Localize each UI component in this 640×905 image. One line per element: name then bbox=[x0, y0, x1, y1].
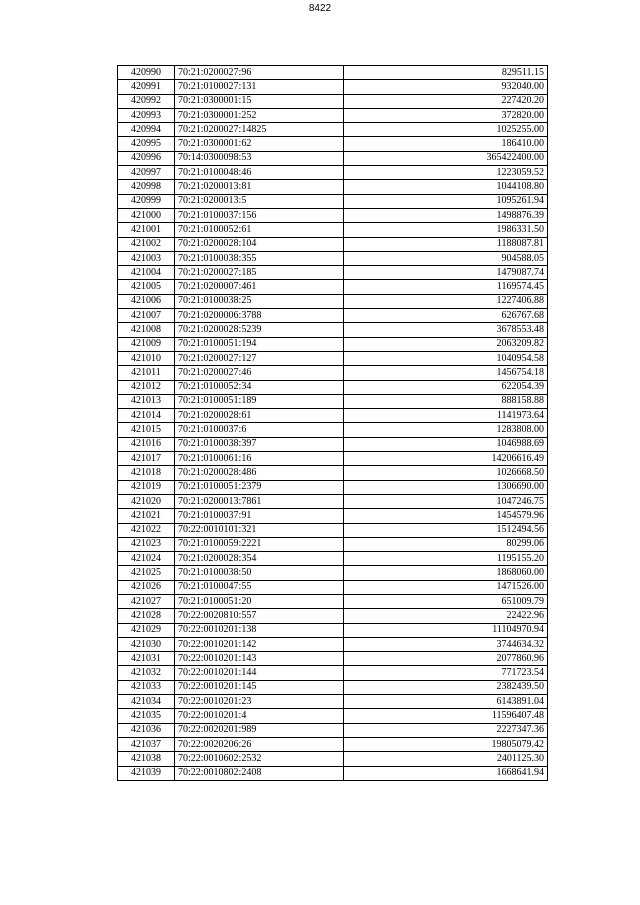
cadastral-number-cell: 70:21:0300001:15 bbox=[175, 94, 344, 108]
row-number-cell: 420998 bbox=[118, 180, 175, 194]
cadastral-value-cell: 1025255.00 bbox=[344, 123, 548, 137]
cadastral-value-cell: 2077860.96 bbox=[344, 652, 548, 666]
cadastral-number-cell: 70:21:0100051:20 bbox=[175, 594, 344, 608]
row-number-cell: 421027 bbox=[118, 594, 175, 608]
cadastral-number-cell: 70:21:0100037:6 bbox=[175, 423, 344, 437]
table-row bbox=[118, 752, 548, 766]
table-row bbox=[118, 251, 548, 265]
row-number-cell: 421029 bbox=[118, 623, 175, 637]
row-number-cell: 421022 bbox=[118, 523, 175, 537]
cadastral-value-cell: 2063209.82 bbox=[344, 337, 548, 351]
table-row bbox=[118, 380, 548, 394]
cadastral-number-cell: 70:21:0200027:185 bbox=[175, 266, 344, 280]
row-number-cell: 421033 bbox=[118, 680, 175, 694]
table-row bbox=[118, 94, 548, 108]
table-row bbox=[118, 437, 548, 451]
cadastral-number-cell: 70:21:0100038:25 bbox=[175, 294, 344, 308]
table-row bbox=[118, 323, 548, 337]
row-number-cell: 421015 bbox=[118, 423, 175, 437]
cadastral-number-cell: 70:22:0020201:989 bbox=[175, 723, 344, 737]
cadastral-value-cell: 1512494.56 bbox=[344, 523, 548, 537]
table-row bbox=[118, 480, 548, 494]
cadastral-value-cell: 186410.00 bbox=[344, 137, 548, 151]
row-number-cell: 421004 bbox=[118, 266, 175, 280]
cadastral-value-cell: 1498876.39 bbox=[344, 208, 548, 222]
cadastral-number-cell: 70:22:0010101:321 bbox=[175, 523, 344, 537]
cadastral-number-cell: 70:21:0100061:16 bbox=[175, 452, 344, 466]
row-number-cell: 421018 bbox=[118, 466, 175, 480]
table-row bbox=[118, 223, 548, 237]
cadastral-value-cell: 1223059.52 bbox=[344, 166, 548, 180]
table-body bbox=[118, 66, 548, 781]
cadastral-value-cell: 1095261.94 bbox=[344, 194, 548, 208]
cadastral-value-cell: 1195155.20 bbox=[344, 552, 548, 566]
cadastral-number-cell: 70:21:0100038:397 bbox=[175, 437, 344, 451]
cadastral-number-cell: 70:21:0100052:34 bbox=[175, 380, 344, 394]
cadastral-number-cell: 70:22:0010201:138 bbox=[175, 623, 344, 637]
table-row bbox=[118, 423, 548, 437]
row-number-cell: 420992 bbox=[118, 94, 175, 108]
row-number-cell: 421003 bbox=[118, 251, 175, 265]
row-number-cell: 421017 bbox=[118, 452, 175, 466]
table-row bbox=[118, 452, 548, 466]
cadastral-value-cell: 1306690.00 bbox=[344, 480, 548, 494]
table-row bbox=[118, 208, 548, 222]
row-number-cell: 420991 bbox=[118, 80, 175, 94]
cadastral-value-cell: 365422400.00 bbox=[344, 151, 548, 165]
cadastral-number-cell: 70:22:0010201:145 bbox=[175, 680, 344, 694]
cadastral-number-cell: 70:21:0200006:3788 bbox=[175, 309, 344, 323]
cadastral-number-cell: 70:21:0200028:354 bbox=[175, 552, 344, 566]
cadastral-value-cell: 1169574.45 bbox=[344, 280, 548, 294]
cadastral-value-cell: 3744634.32 bbox=[344, 637, 548, 651]
cadastral-value-cell: 1044108.80 bbox=[344, 180, 548, 194]
row-number-cell: 421038 bbox=[118, 752, 175, 766]
table-row bbox=[118, 766, 548, 780]
cadastral-value-cell: 14206616.49 bbox=[344, 452, 548, 466]
table-row bbox=[118, 637, 548, 651]
table-row bbox=[118, 737, 548, 751]
table-row bbox=[118, 494, 548, 508]
cadastral-number-cell: 70:14:0300098:53 bbox=[175, 151, 344, 165]
cadastral-value-cell: 1454579.96 bbox=[344, 509, 548, 523]
row-number-cell: 421001 bbox=[118, 223, 175, 237]
table-row bbox=[118, 351, 548, 365]
table-row bbox=[118, 680, 548, 694]
cadastral-value-cell: 771723.54 bbox=[344, 666, 548, 680]
row-number-cell: 421024 bbox=[118, 552, 175, 566]
cadastral-value-cell: 622054.39 bbox=[344, 380, 548, 394]
cadastral-number-cell: 70:22:0010201:142 bbox=[175, 637, 344, 651]
row-number-cell: 421000 bbox=[118, 208, 175, 222]
cadastral-value-cell: 1868060.00 bbox=[344, 566, 548, 580]
table-row bbox=[118, 180, 548, 194]
row-number-cell: 421007 bbox=[118, 309, 175, 323]
table-row bbox=[118, 580, 548, 594]
cadastral-value-cell: 1046988.69 bbox=[344, 437, 548, 451]
row-number-cell: 420997 bbox=[118, 166, 175, 180]
row-number-cell: 420999 bbox=[118, 194, 175, 208]
row-number-cell: 420995 bbox=[118, 137, 175, 151]
cadastral-value-cell: 6143891.04 bbox=[344, 695, 548, 709]
cadastral-value-cell: 227420.20 bbox=[344, 94, 548, 108]
table-row bbox=[118, 151, 548, 165]
cadastral-value-cell: 932040.00 bbox=[344, 80, 548, 94]
cadastral-value-cell: 651009.79 bbox=[344, 594, 548, 608]
table-row bbox=[118, 294, 548, 308]
cadastral-value-cell: 626767.68 bbox=[344, 309, 548, 323]
table-row bbox=[118, 194, 548, 208]
cadastral-number-cell: 70:21:0100038:355 bbox=[175, 251, 344, 265]
table-row bbox=[118, 166, 548, 180]
table-row bbox=[118, 366, 548, 380]
cadastral-number-cell: 70:21:0100027:131 bbox=[175, 80, 344, 94]
table-row bbox=[118, 394, 548, 408]
cadastral-number-cell: 70:21:0100047:55 bbox=[175, 580, 344, 594]
table-row bbox=[118, 409, 548, 423]
cadastral-value-cell: 11104970.94 bbox=[344, 623, 548, 637]
cadastral-number-cell: 70:22:0020810:557 bbox=[175, 609, 344, 623]
table-row bbox=[118, 566, 548, 580]
cadastral-number-cell: 70:21:0200027:14825 bbox=[175, 123, 344, 137]
page-number: 8422 bbox=[308, 3, 332, 14]
cadastral-number-cell: 70:22:0020206:26 bbox=[175, 737, 344, 751]
table-row bbox=[118, 280, 548, 294]
row-number-cell: 421011 bbox=[118, 366, 175, 380]
table-row bbox=[118, 623, 548, 637]
table-row bbox=[118, 509, 548, 523]
cadastral-number-cell: 70:21:0100038:50 bbox=[175, 566, 344, 580]
table-row bbox=[118, 337, 548, 351]
row-number-cell: 420993 bbox=[118, 108, 175, 122]
row-number-cell: 421023 bbox=[118, 537, 175, 551]
cadastral-number-cell: 70:21:0100051:2379 bbox=[175, 480, 344, 494]
cadastral-number-cell: 70:21:0200028:104 bbox=[175, 237, 344, 251]
row-number-cell: 421009 bbox=[118, 337, 175, 351]
row-number-cell: 421014 bbox=[118, 409, 175, 423]
cadastral-value-cell: 1668641.94 bbox=[344, 766, 548, 780]
cadastral-value-cell: 1026668.50 bbox=[344, 466, 548, 480]
table-row bbox=[118, 609, 548, 623]
row-number-cell: 420994 bbox=[118, 123, 175, 137]
row-number-cell: 421008 bbox=[118, 323, 175, 337]
table-row bbox=[118, 594, 548, 608]
cadastral-number-cell: 70:22:0010201:143 bbox=[175, 652, 344, 666]
cadastral-value-cell: 1479087.74 bbox=[344, 266, 548, 280]
row-number-cell: 420990 bbox=[118, 66, 175, 80]
row-number-cell: 421012 bbox=[118, 380, 175, 394]
row-number-cell: 421032 bbox=[118, 666, 175, 680]
cadastral-number-cell: 70:21:0100051:189 bbox=[175, 394, 344, 408]
cadastral-number-cell: 70:21:0100052:61 bbox=[175, 223, 344, 237]
cadastral-value-cell: 11596407.48 bbox=[344, 709, 548, 723]
row-number-cell: 421035 bbox=[118, 709, 175, 723]
cadastral-number-cell: 70:21:0200028:5239 bbox=[175, 323, 344, 337]
row-number-cell: 421019 bbox=[118, 480, 175, 494]
cadastral-number-cell: 70:21:0200028:486 bbox=[175, 466, 344, 480]
cadastral-value-cell: 904588.05 bbox=[344, 251, 548, 265]
cadastral-number-cell: 70:22:0010201:23 bbox=[175, 695, 344, 709]
cadastral-value-cell: 1188087.81 bbox=[344, 237, 548, 251]
row-number-cell: 421020 bbox=[118, 494, 175, 508]
cadastral-number-cell: 70:21:0100059:2221 bbox=[175, 537, 344, 551]
row-number-cell: 421036 bbox=[118, 723, 175, 737]
cadastral-value-cell: 22422.96 bbox=[344, 609, 548, 623]
table-row bbox=[118, 523, 548, 537]
cadastral-value-cell: 1283808.00 bbox=[344, 423, 548, 437]
cadastral-value-cell: 19805079.42 bbox=[344, 737, 548, 751]
row-number-cell: 421037 bbox=[118, 737, 175, 751]
cadastral-number-cell: 70:22:0010201:4 bbox=[175, 709, 344, 723]
cadastral-value-cell: 829511.15 bbox=[344, 66, 548, 80]
cadastral-value-cell: 1986331.50 bbox=[344, 223, 548, 237]
table-row bbox=[118, 652, 548, 666]
cadastral-value-cell: 1227406.88 bbox=[344, 294, 548, 308]
table-row bbox=[118, 309, 548, 323]
cadastral-number-cell: 70:21:0100037:156 bbox=[175, 208, 344, 222]
row-number-cell: 421034 bbox=[118, 695, 175, 709]
cadastral-number-cell: 70:21:0100037:91 bbox=[175, 509, 344, 523]
row-number-cell: 421006 bbox=[118, 294, 175, 308]
cadastral-value-cell: 2401125.30 bbox=[344, 752, 548, 766]
cadastral-value-cell: 80299.06 bbox=[344, 537, 548, 551]
cadastral-number-cell: 70:22:0010602:2532 bbox=[175, 752, 344, 766]
row-number-cell: 421030 bbox=[118, 637, 175, 651]
table-row bbox=[118, 537, 548, 551]
cadastral-number-cell: 70:21:0200013:7861 bbox=[175, 494, 344, 508]
row-number-cell: 421010 bbox=[118, 351, 175, 365]
cadastral-number-cell: 70:21:0200013:5 bbox=[175, 194, 344, 208]
table-row bbox=[118, 137, 548, 151]
cadastral-value-cell: 1471526.00 bbox=[344, 580, 548, 594]
table-row bbox=[118, 66, 548, 80]
table-row bbox=[118, 709, 548, 723]
row-number-cell: 421002 bbox=[118, 237, 175, 251]
row-number-cell: 421016 bbox=[118, 437, 175, 451]
table-row bbox=[118, 266, 548, 280]
table-row bbox=[118, 80, 548, 94]
cadastral-number-cell: 70:21:0300001:252 bbox=[175, 108, 344, 122]
row-number-cell: 421025 bbox=[118, 566, 175, 580]
row-number-cell: 421028 bbox=[118, 609, 175, 623]
cadastral-number-cell: 70:22:0010802:2408 bbox=[175, 766, 344, 780]
row-number-cell: 421021 bbox=[118, 509, 175, 523]
cadastral-number-cell: 70:21:0300001:62 bbox=[175, 137, 344, 151]
cadastral-number-cell: 70:21:0200027:46 bbox=[175, 366, 344, 380]
cadastral-value-cell: 888158.88 bbox=[344, 394, 548, 408]
row-number-cell: 421039 bbox=[118, 766, 175, 780]
cadastral-value-table bbox=[117, 65, 548, 781]
cadastral-value-cell: 1047246.75 bbox=[344, 494, 548, 508]
row-number-cell: 421005 bbox=[118, 280, 175, 294]
cadastral-number-cell: 70:21:0200013:81 bbox=[175, 180, 344, 194]
table-row bbox=[118, 108, 548, 122]
cadastral-value-cell: 2382439.50 bbox=[344, 680, 548, 694]
cadastral-value-cell: 2227347.36 bbox=[344, 723, 548, 737]
cadastral-number-cell: 70:21:0200027:127 bbox=[175, 351, 344, 365]
row-number-cell: 421013 bbox=[118, 394, 175, 408]
table-row bbox=[118, 123, 548, 137]
row-number-cell: 421031 bbox=[118, 652, 175, 666]
table-row bbox=[118, 552, 548, 566]
cadastral-value-cell: 1040954.58 bbox=[344, 351, 548, 365]
table-row bbox=[118, 666, 548, 680]
table-row bbox=[118, 695, 548, 709]
cadastral-number-cell: 70:21:0100048:46 bbox=[175, 166, 344, 180]
table-row bbox=[118, 237, 548, 251]
cadastral-value-cell: 3678553.48 bbox=[344, 323, 548, 337]
cadastral-number-cell: 70:21:0200028:61 bbox=[175, 409, 344, 423]
row-number-cell: 421026 bbox=[118, 580, 175, 594]
row-number-cell: 420996 bbox=[118, 151, 175, 165]
table-row bbox=[118, 723, 548, 737]
table-row bbox=[118, 466, 548, 480]
cadastral-value-cell: 1141973.64 bbox=[344, 409, 548, 423]
cadastral-number-cell: 70:21:0100051:194 bbox=[175, 337, 344, 351]
cadastral-number-cell: 70:22:0010201:144 bbox=[175, 666, 344, 680]
cadastral-value-cell: 1456754.18 bbox=[344, 366, 548, 380]
cadastral-number-cell: 70:21:0200027:96 bbox=[175, 66, 344, 80]
cadastral-number-cell: 70:21:0200007:461 bbox=[175, 280, 344, 294]
cadastral-value-cell: 372820.00 bbox=[344, 108, 548, 122]
